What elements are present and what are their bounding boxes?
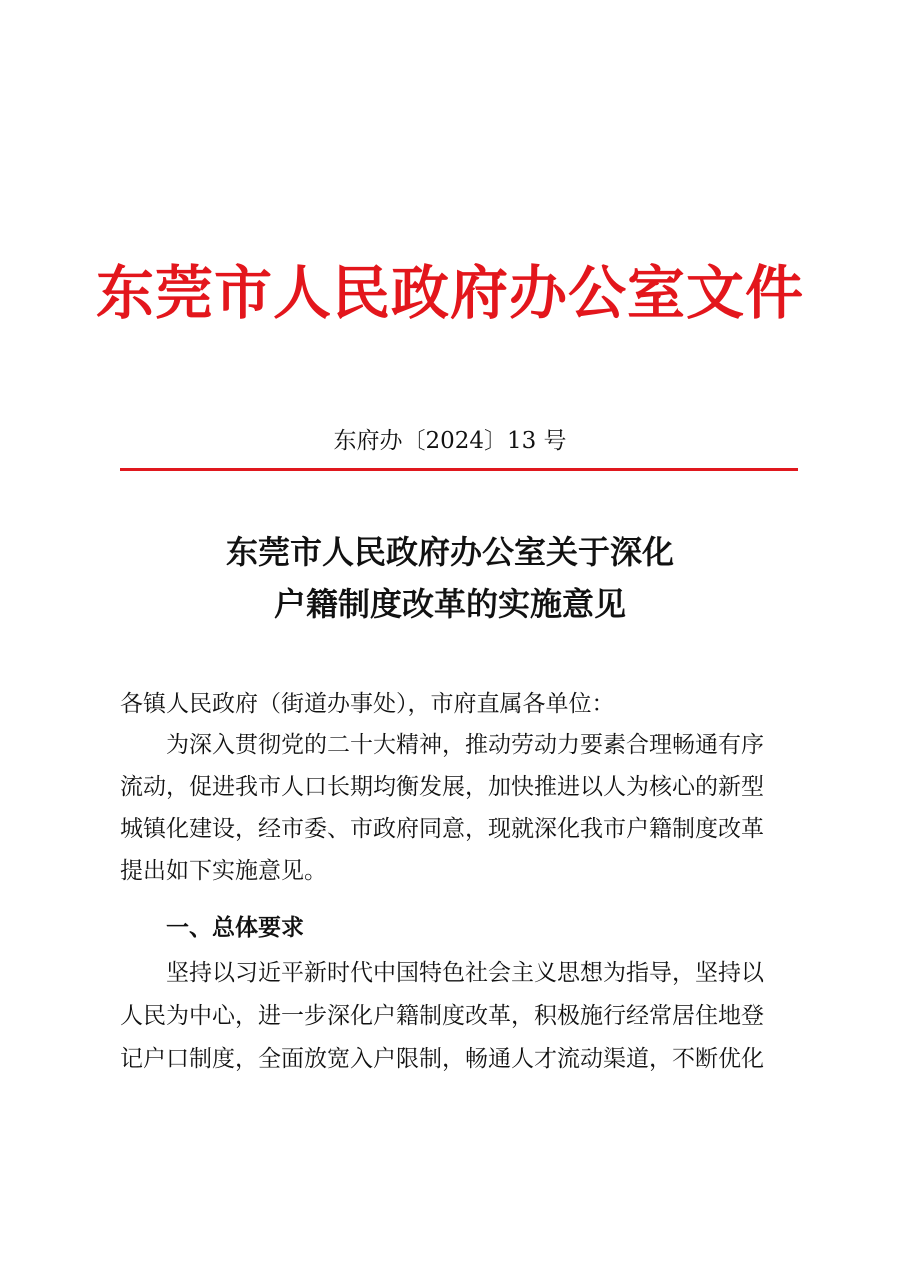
section-line-2: 人民为中心，进一步深化户籍制度改革，积极施行经常居住地登: [120, 1003, 764, 1029]
intro-line-3: 城镇化建设，经市委、市政府同意，现就深化我市户籍制度改革: [120, 816, 764, 842]
title-line-2: 户籍制度改革的实施意见: [273, 585, 626, 623]
document-number: 东府办〔2024〕13 号: [333, 428, 567, 454]
salutation: 各镇人民政府（街道办事处），市府直属各单位：: [120, 691, 615, 717]
intro-line-4: 提出如下实施意见。: [120, 858, 327, 884]
section-line-1: 坚持以习近平新时代中国特色社会主义思想为指导，坚持以: [166, 960, 764, 986]
document-title: [0, 526, 900, 630]
masthead-title: 东莞市人民政府办公室文件: [95, 259, 804, 327]
red-divider-rule: [120, 468, 798, 471]
intro-line-1: 为深入贯彻党的二十大精神，推动劳动力要素合理畅通有序: [166, 732, 764, 758]
section-line-3: 记户口制度，全面放宽入户限制，畅通人才流动渠道，不断优化: [120, 1046, 764, 1072]
intro-line-2: 流动，促进我市人口长期均衡发展，加快推进以人为核心的新型: [120, 774, 764, 800]
title-line-1: 东莞市人民政府办公室关于深化: [225, 533, 674, 571]
section-heading: 一、总体要求: [166, 915, 304, 941]
